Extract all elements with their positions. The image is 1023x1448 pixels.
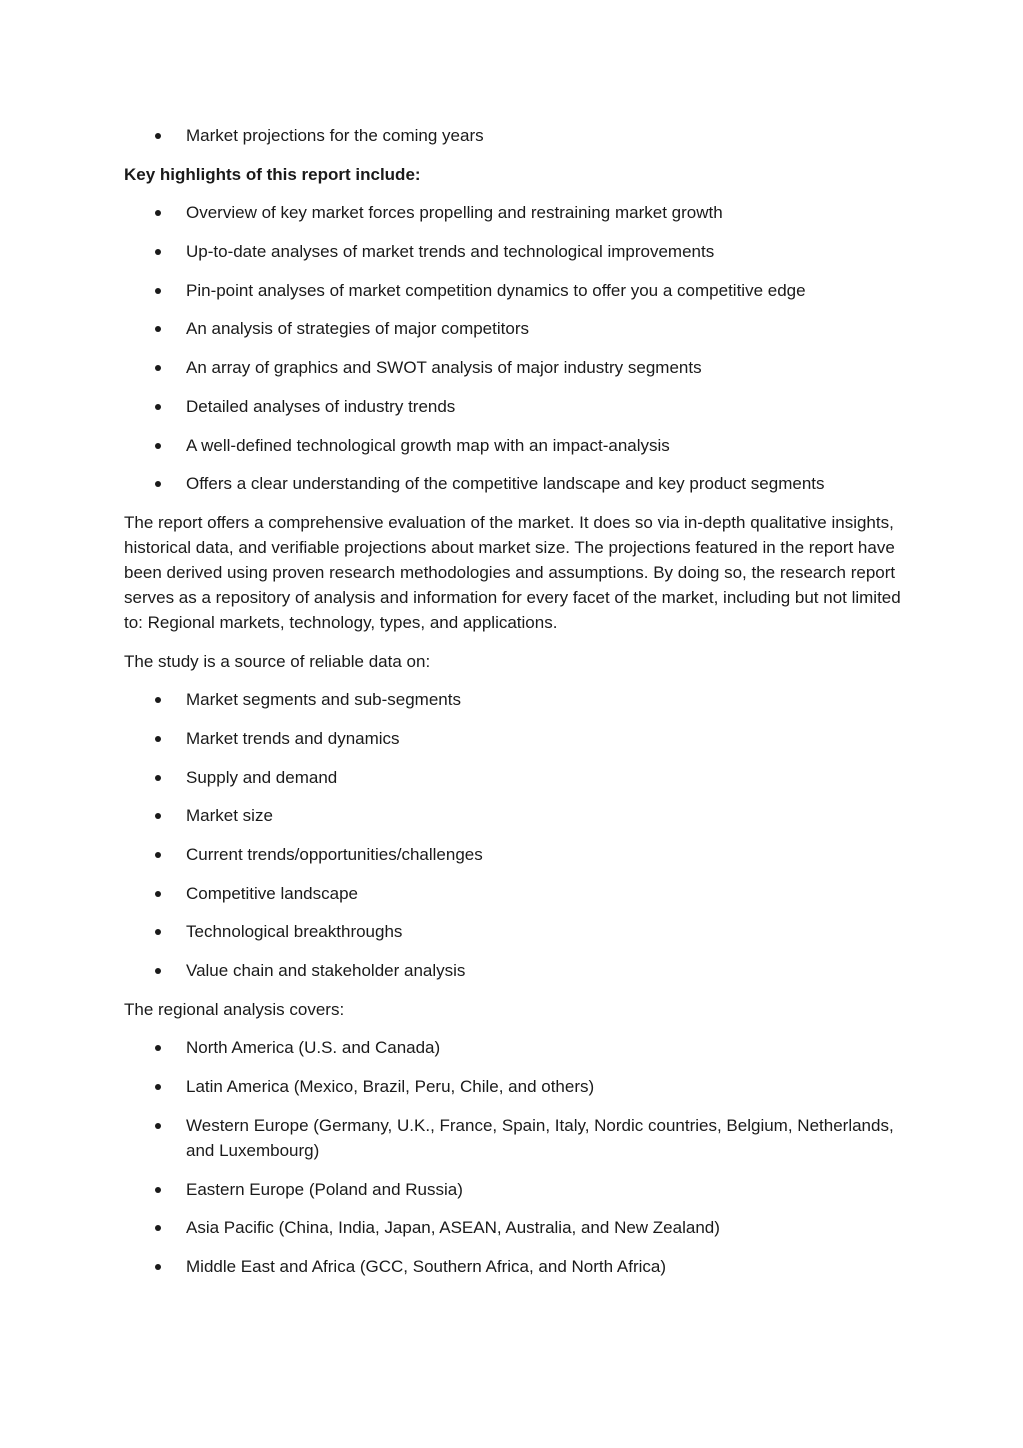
list-item: Market size: [124, 803, 904, 828]
list-item: Supply and demand: [124, 765, 904, 790]
list-item: Middle East and Africa (GCC, Southern Africa, and North Africa): [124, 1254, 904, 1279]
list-item: An array of graphics and SWOT analysis of major industry segments: [124, 355, 904, 380]
list-item: Overview of key market forces propelling and restraining market growth: [124, 200, 904, 225]
list-item: A well-defined technological growth map with an impact-analysis: [124, 433, 904, 458]
list-item: Pin-point analyses of market competition dynamics to offer you a competitive edge: [124, 278, 904, 303]
list-item: Technological breakthroughs: [124, 919, 904, 944]
list-item: Offers a clear understanding of the competitive landscape and key product segments: [124, 471, 904, 496]
list-item: Up-to-date analyses of market trends and technological improvements: [124, 239, 904, 264]
page-content: [124, 123, 904, 1293]
list-item: Value chain and stakeholder analysis: [124, 958, 904, 983]
study-intro: The study is a source of reliable data on:: [124, 651, 431, 671]
regions-list: [124, 1035, 904, 1278]
list-item: Current trends/opportunities/challenges: [124, 842, 904, 867]
list-item: North America (U.S. and Canada): [124, 1035, 904, 1060]
list-item: Detailed analyses of industry trends: [124, 394, 904, 419]
study-list: [124, 687, 904, 983]
regional-intro: The regional analysis covers:: [124, 999, 345, 1019]
list-item: Market trends and dynamics: [124, 726, 904, 751]
intro-list: [124, 123, 904, 148]
highlights-heading: Key highlights of this report include:: [124, 164, 421, 184]
list-item: Eastern Europe (Poland and Russia): [124, 1177, 904, 1202]
list-item: Market segments and sub-segments: [124, 687, 904, 712]
list-item: Western Europe (Germany, U.K., France, Spain, Italy, Nordic countries, Belgium, Netherlands, and Luxembourg): [124, 1113, 904, 1163]
list-item: Competitive landscape: [124, 881, 904, 906]
highlights-list: [124, 200, 904, 496]
list-item: Asia Pacific (China, India, Japan, ASEAN, Australia, and New Zealand): [124, 1215, 904, 1240]
list-item: An analysis of strategies of major competitors: [124, 316, 904, 341]
list-item: Latin America (Mexico, Brazil, Peru, Chile, and others): [124, 1074, 904, 1099]
list-item: Market projections for the coming years: [124, 123, 904, 148]
evaluation-paragraph: The report offers a comprehensive evaluation of the market. It does so via in-depth qualitative insights, historical data, and verifiable projections about market size. The projections featured in the report have been derived using proven research methodologies and assumptions. By doing so, the research report serves as a repository of analysis and information for every facet of the market, including but not limited to: Regional markets, technology, types, and applications.: [124, 512, 901, 632]
